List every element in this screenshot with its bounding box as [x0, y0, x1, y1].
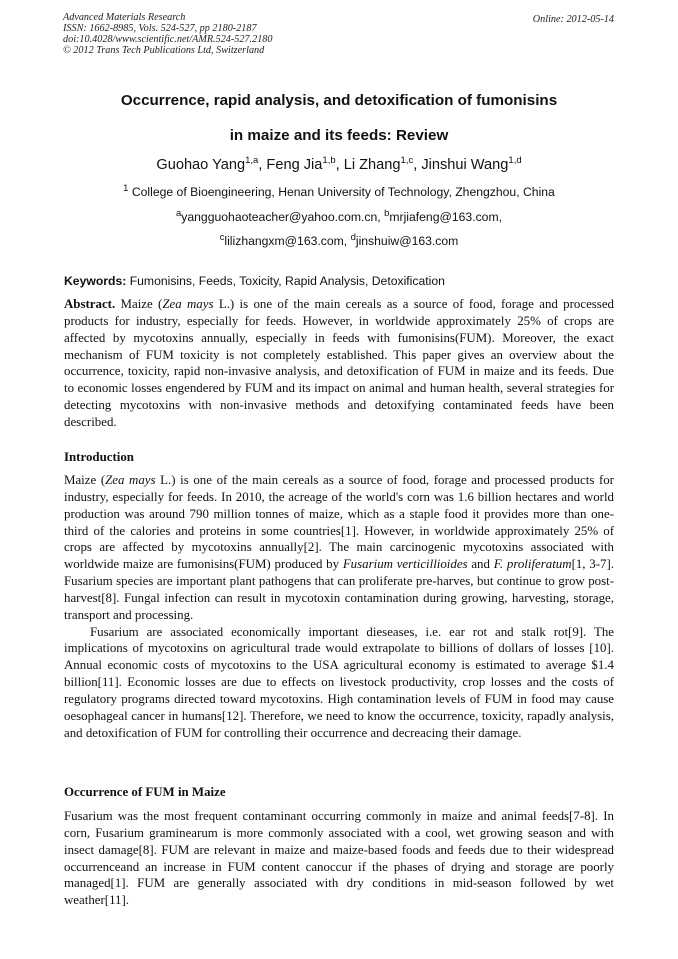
issn-line: ISSN: 1662-8985, Vols. 524-527, pp 2180-2187	[63, 23, 257, 34]
author-superscript: 1,a	[245, 155, 259, 167]
author-name: Guohao Yang	[156, 157, 246, 173]
abstract-label: Abstract.	[64, 297, 116, 311]
abstract: Abstract. Maize (Zea mays L.) is one of the main cereals as a source of food, forage and processed products for industry, especially for feeds. However, in worldwide approximately 25% of crops are affected by mycotoxins annually, especially in feeds with fumonisins(FUM). Moreover, the exact mechanism of FUM toxicity is not completely established. This paper gives an overview about the occurrence, toxicity, rapid non-invasive analysis, and detoxification of FUM in maize and its feeds. Due to economic losses engendered by FUM and its impact on animal and human health, several strategies for detecting mycotoxins with non-invasive methods and detoxifying contaminated feeds have been described.	[64, 297, 614, 429]
author-superscript: 1,c	[400, 155, 414, 167]
paper-title-line-2: in maize and its feeds: Review	[229, 127, 449, 144]
email-link[interactable]: yangguohaoteacher@yahoo.com.cn,	[181, 210, 385, 224]
keywords	[64, 274, 445, 288]
introduction-body	[64, 472, 614, 742]
email-link[interactable]: jinshuiw@163.com	[355, 234, 459, 248]
paragraph: Fusarium are associated economically important dieseases, i.e. ear rot and stalk rot[9]. The implications of mycotoxins on agricultural trade would extrapolate to billions of dollars of losses [10]. Annual economic costs of mycotoxins to the USA agricultural economy is estimated to average $1.4 billion[11]. Economic losses are due to effects on livestock productivity, crop losses and the costs of regulatory programs directed toward mycotoxins. High contamination levels of FUM in food may cause oesophageal cancer in humans[12]. Therefore, we need to know the occurrence, toxicity, rapadly analysis, and detoxification of FUM for controlling their occurrence and decreacing their damage.	[64, 624, 614, 740]
author-name: Li Zhang	[343, 157, 401, 173]
online-date: Online: 2012-05-14	[532, 14, 614, 25]
paper-title-line-1: Occurrence, rapid analysis, and detoxification of fumonisins	[120, 92, 558, 109]
author-name: Jinshui Wang	[421, 157, 509, 173]
occurrence-body	[64, 808, 614, 909]
keywords-text: Fumonisins, Feeds, Toxicity, Rapid Analysis, Detoxification	[126, 274, 445, 288]
paragraph: Maize (Zea mays L.) is one of the main cereals as a source of food, forage and processed products for industry, especially for feeds. In 2010, the acreage of the world's corn was 1.6 billion hectares and world production was around 790 million tonnes of maize, which as a staple food it provides more than one-third of the calories and proteins in some countries[1]. However, in worldwide approximately 25% of crops are affected by mycotoxins annually[2]. The main carcinogenic mycotoxins associated with worldwide maize are fumonisins(FUM) produced by Fusarium verticillioides and F. proliferatum[1, 3-7]. Fusarium species are important plant pathogens that can proliferate pre-harves, but continue to grow post-harvest[8]. Fungal infection can result in mycotoxin contamination during growing, harvesting, storage, transport and processing.	[64, 473, 614, 622]
affiliation: $^1$ College of Bioengineering, Henan University of Technology, Zhengzhou, China	[123, 182, 555, 199]
author-superscript: 1,d	[508, 155, 522, 167]
author-name: Feng Jia	[266, 157, 323, 173]
paragraph: Fusarium was the most frequent contaminant occurring commonly in maize and animal feeds[7-8]. In corn, Fusarium graminearum is more commonly associated with a cool, wet growing season and with insect damage[8]. FUM are relevant in maize and maize-based foods and feeds due to their widespread occurrenceand an increase in FUM content canoccur if the phases of drying and storage are poorly managed[1]. FUM are generally associated with dry conditions in mid-season followed by wet weather[11].	[64, 809, 614, 908]
introduction-heading: Introduction	[64, 450, 134, 464]
journal-name: Advanced Materials Research	[63, 12, 186, 23]
email-link[interactable]: mrjiafeng@163.com,	[389, 210, 502, 224]
doi-link[interactable]: doi:10.4028/www.scientific.net/AMR.524-527.2180	[63, 34, 273, 45]
author-superscript: 1,b	[322, 155, 336, 167]
keywords-label: Keywords:	[64, 274, 127, 288]
author-list: Guohao Yang$^{1,a}$, Feng Jia$^{1,b}$, Li Zhang$^{1,c}$, Jinshui Wang$^{1,d}$	[156, 155, 522, 173]
email-line-2: $^c$lilizhangxm@163.com, $^d$jinshuiw@163.com	[219, 231, 459, 248]
journal-header	[63, 12, 272, 56]
email-line-1: $^a$yangguohaoteacher@yahoo.com.cn, $^b$mrjiafeng@163.com,	[175, 207, 502, 224]
copyright-line: © 2012 Trans Tech Publications Ltd, Switzerland	[63, 45, 265, 56]
occurrence-heading: Occurrence of FUM in Maize	[64, 785, 226, 799]
email-link[interactable]: lilizhangxm@163.com,	[224, 234, 351, 248]
